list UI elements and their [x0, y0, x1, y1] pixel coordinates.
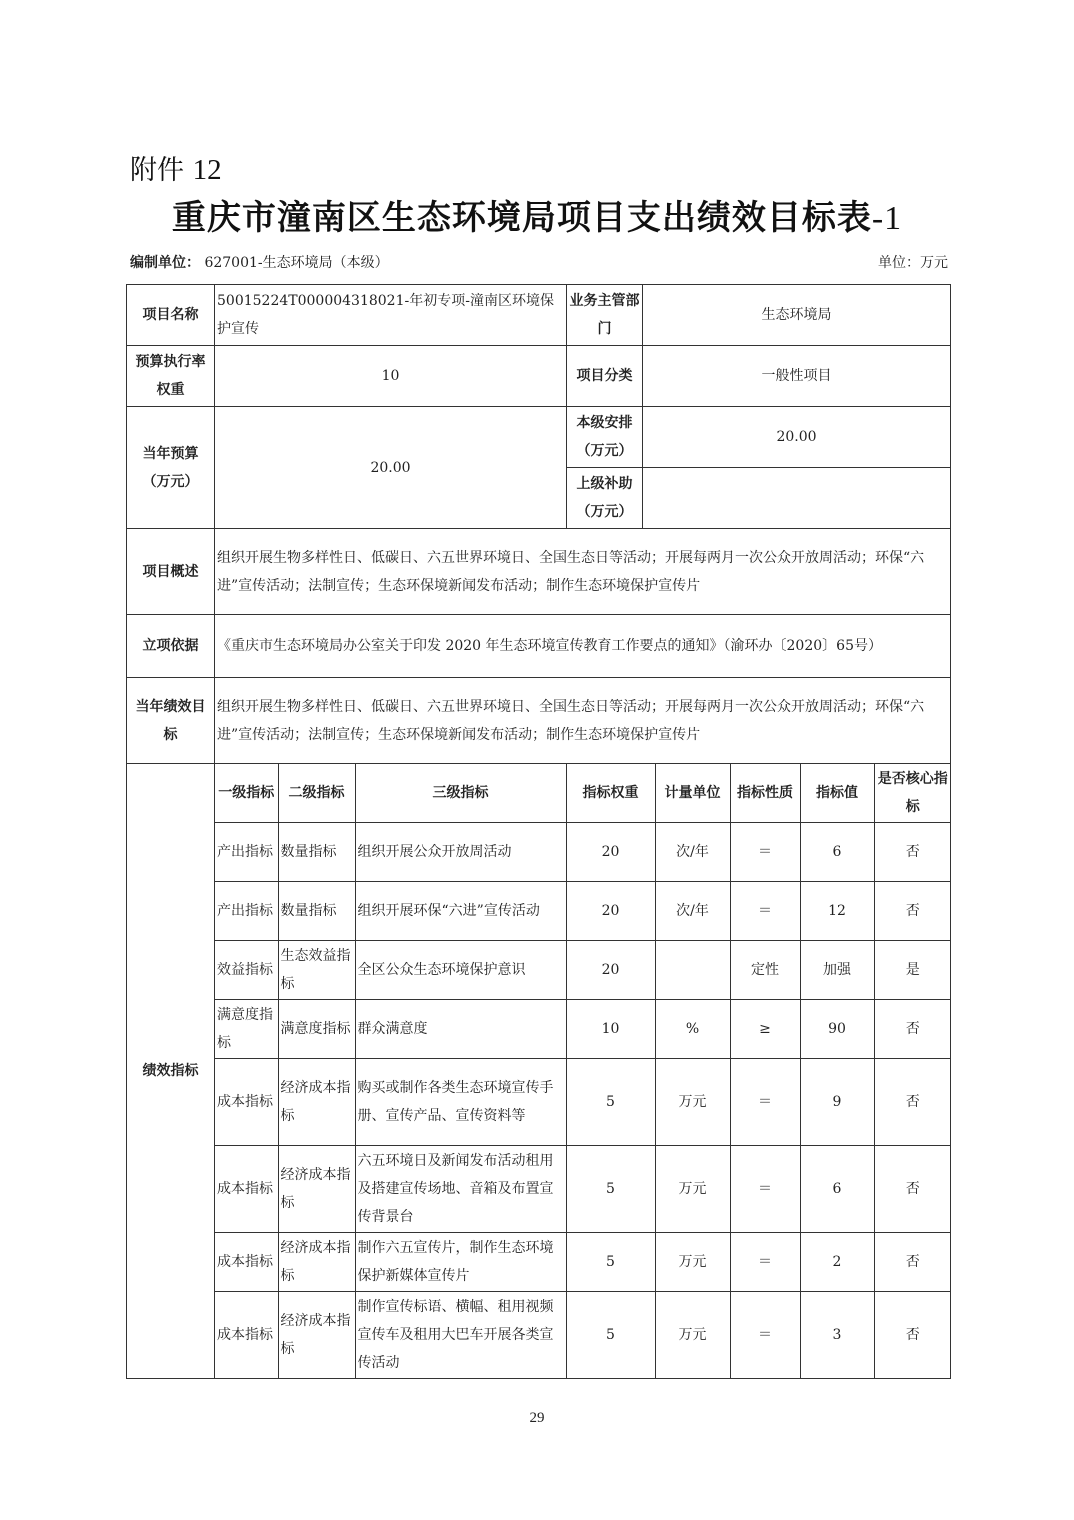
- kpi-header-row: [215, 764, 951, 823]
- kpi-nature: ＝: [730, 1059, 800, 1146]
- weight-value: 10: [215, 346, 567, 407]
- kpi-nature: ＝: [730, 1233, 800, 1292]
- kpi-level3: 购买或制作各类生态环境宣传手册、宣传产品、宣传资料等: [355, 1059, 566, 1146]
- kpi-core: 否: [874, 1292, 951, 1379]
- kpi-level3: 组织开展公众开放周活动: [355, 823, 566, 882]
- kpi-nature: ≥: [730, 1000, 800, 1059]
- kpi-level1: 成本指标: [215, 1146, 278, 1233]
- subsidy-value: [643, 468, 951, 529]
- kpi-level3: 群众满意度: [355, 1000, 566, 1059]
- kpi-value: 3: [800, 1292, 874, 1379]
- kpi-level1: 效益指标: [215, 941, 278, 1000]
- overview-value: 组织开展生物多样性日、低碳日、六五世界环境日、全国生态日等活动；开展每两月一次公众开放周活动；环保“六进”宣传活动；法制宣传；生态环保境新闻发布活动；制作生态环境保护宣传片: [215, 529, 951, 615]
- kpi-weight: 10: [566, 1000, 655, 1059]
- kpi-level2: 数量指标: [278, 823, 355, 882]
- kpi-core: 否: [874, 823, 951, 882]
- kpi-level3: 全区公众生态环境保护意识: [355, 941, 566, 1000]
- kpi-section-label: 绩效指标: [127, 764, 215, 1379]
- kpi-level3: 制作宣传标语、横幅、租用视频宣传车及租用大巴车开展各类宣传活动: [355, 1292, 566, 1379]
- kpi-header-level1: 一级指标: [215, 764, 278, 823]
- local-arrangement-label: 本级安排（万元）: [567, 407, 643, 468]
- kpi-core: 否: [874, 882, 951, 941]
- kpi-unit: [655, 941, 730, 1000]
- kpi-weight: 20: [566, 941, 655, 1000]
- kpi-container: [215, 764, 951, 1379]
- kpi-level3: 组织开展环保“六进”宣传活动: [355, 882, 566, 941]
- kpi-level2: 经济成本指标: [278, 1146, 355, 1233]
- kpi-level2: 经济成本指标: [278, 1233, 355, 1292]
- kpi-weight: 5: [566, 1292, 655, 1379]
- kpi-row: [215, 1146, 951, 1233]
- kpi-level2: 经济成本指标: [278, 1292, 355, 1379]
- kpi-row: [215, 1059, 951, 1146]
- kpi-weight: 20: [566, 882, 655, 941]
- kpi-level3: 六五环境日及新闻发布活动租用及搭建宣传场地、音箱及布置宣传背景台: [355, 1146, 566, 1233]
- kpi-unit: 万元: [655, 1292, 730, 1379]
- page-title-suffix: -1: [871, 200, 903, 237]
- kpi-weight: 5: [566, 1146, 655, 1233]
- kpi-value: 6: [800, 823, 874, 882]
- kpi-core: 否: [874, 1146, 951, 1233]
- kpi-level1: 产出指标: [215, 882, 278, 941]
- kpi-unit: 万元: [655, 1146, 730, 1233]
- kpi-weight: 5: [566, 1233, 655, 1292]
- kpi-level1: 成本指标: [215, 1292, 278, 1379]
- kpi-row: [215, 941, 951, 1000]
- kpi-value: 9: [800, 1059, 874, 1146]
- weight-label: 预算执行率权重: [127, 346, 215, 407]
- budget-value: 20.00: [215, 407, 567, 529]
- attachment-label: 附件: [130, 155, 184, 186]
- subsidy-label: 上级补助（万元）: [567, 468, 643, 529]
- kpi-value: 加强: [800, 941, 874, 1000]
- kpi-value: 12: [800, 882, 874, 941]
- kpi-level1: 成本指标: [215, 1059, 278, 1146]
- kpi-level1: 成本指标: [215, 1233, 278, 1292]
- kpi-level1: 满意度指标: [215, 1000, 278, 1059]
- kpi-core: 否: [874, 1059, 951, 1146]
- kpi-level2: 数量指标: [278, 882, 355, 941]
- kpi-table: [215, 764, 951, 1378]
- kpi-header-nature: 指标性质: [730, 764, 800, 823]
- kpi-row: [215, 882, 951, 941]
- kpi-row: [215, 823, 951, 882]
- kpi-weight: 20: [566, 823, 655, 882]
- kpi-level2: 满意度指标: [278, 1000, 355, 1059]
- kpi-value: 2: [800, 1233, 874, 1292]
- attachment-heading: [130, 148, 222, 187]
- kpi-nature: ＝: [730, 1292, 800, 1379]
- kpi-weight: 5: [566, 1059, 655, 1146]
- kpi-core: 否: [874, 1233, 951, 1292]
- kpi-header-core: 是否核心指标: [874, 764, 951, 823]
- kpi-nature: ＝: [730, 1146, 800, 1233]
- kpi-unit: 万元: [655, 1233, 730, 1292]
- kpi-nature: ＝: [730, 882, 800, 941]
- budget-label: 当年预算（万元）: [127, 407, 215, 529]
- kpi-unit: %: [655, 1000, 730, 1059]
- goal-label: 当年绩效目标: [127, 678, 215, 764]
- kpi-unit: 次/年: [655, 823, 730, 882]
- kpi-row: [215, 1000, 951, 1059]
- kpi-header-level3: 三级指标: [355, 764, 566, 823]
- kpi-header-weight: 指标权重: [566, 764, 655, 823]
- kpi-level1: 产出指标: [215, 823, 278, 882]
- kpi-nature: 定性: [730, 941, 800, 1000]
- basis-label: 立项依据: [127, 615, 215, 678]
- kpi-header-value: 指标值: [800, 764, 874, 823]
- kpi-header-unit: 计量单位: [655, 764, 730, 823]
- kpi-header-level2: 二级指标: [278, 764, 355, 823]
- kpi-level2: 经济成本指标: [278, 1059, 355, 1146]
- dept-value: 生态环境局: [643, 285, 951, 346]
- compiling-unit-label: 编制单位：: [130, 255, 200, 271]
- kpi-unit: 次/年: [655, 882, 730, 941]
- kpi-level2: 生态效益指标: [278, 941, 355, 1000]
- dept-label: 业务主管部门: [567, 285, 643, 346]
- kpi-core: 是: [874, 941, 951, 1000]
- compiling-unit-value: 627001-生态环境局（本级）: [204, 255, 389, 271]
- compiling-unit: [130, 252, 389, 272]
- category-value: 一般性项目: [643, 346, 951, 407]
- goal-value: 组织开展生物多样性日、低碳日、六五世界环境日、全国生态日等活动；开展每两月一次公众开放周活动；环保“六进”宣传活动；法制宣传；生态环保境新闻发布活动；制作生态环境保护宣传片: [215, 678, 951, 764]
- meta-line: [130, 252, 948, 272]
- currency-unit: 单位：万元: [878, 255, 948, 271]
- page-title-text: 重庆市潼南区生态环境局项目支出绩效目标表: [171, 198, 872, 238]
- project-name-value: 50015224T000004318021-年初专项-潼南区环境保护宣传: [215, 285, 567, 346]
- kpi-core: 否: [874, 1000, 951, 1059]
- project-name-label: 项目名称: [127, 285, 215, 346]
- kpi-row: [215, 1292, 951, 1379]
- kpi-level3: 制作六五宣传片，制作生态环境保护新媒体宣传片: [355, 1233, 566, 1292]
- basis-value: 《重庆市生态环境局办公室关于印发 2020 年生态环境宣传教育工作要点的通知》（渝环办〔2020〕65号）: [215, 615, 951, 678]
- attachment-number: 12: [192, 154, 222, 186]
- local-arrangement-value: 20.00: [643, 407, 951, 468]
- kpi-value: 90: [800, 1000, 874, 1059]
- kpi-value: 6: [800, 1146, 874, 1233]
- page-title: [0, 190, 1074, 239]
- kpi-unit: 万元: [655, 1059, 730, 1146]
- overview-label: 项目概述: [127, 529, 215, 615]
- page-number: 29: [529, 1410, 545, 1426]
- kpi-nature: ＝: [730, 823, 800, 882]
- kpi-row: [215, 1233, 951, 1292]
- performance-table: [126, 284, 951, 1379]
- category-label: 项目分类: [567, 346, 643, 407]
